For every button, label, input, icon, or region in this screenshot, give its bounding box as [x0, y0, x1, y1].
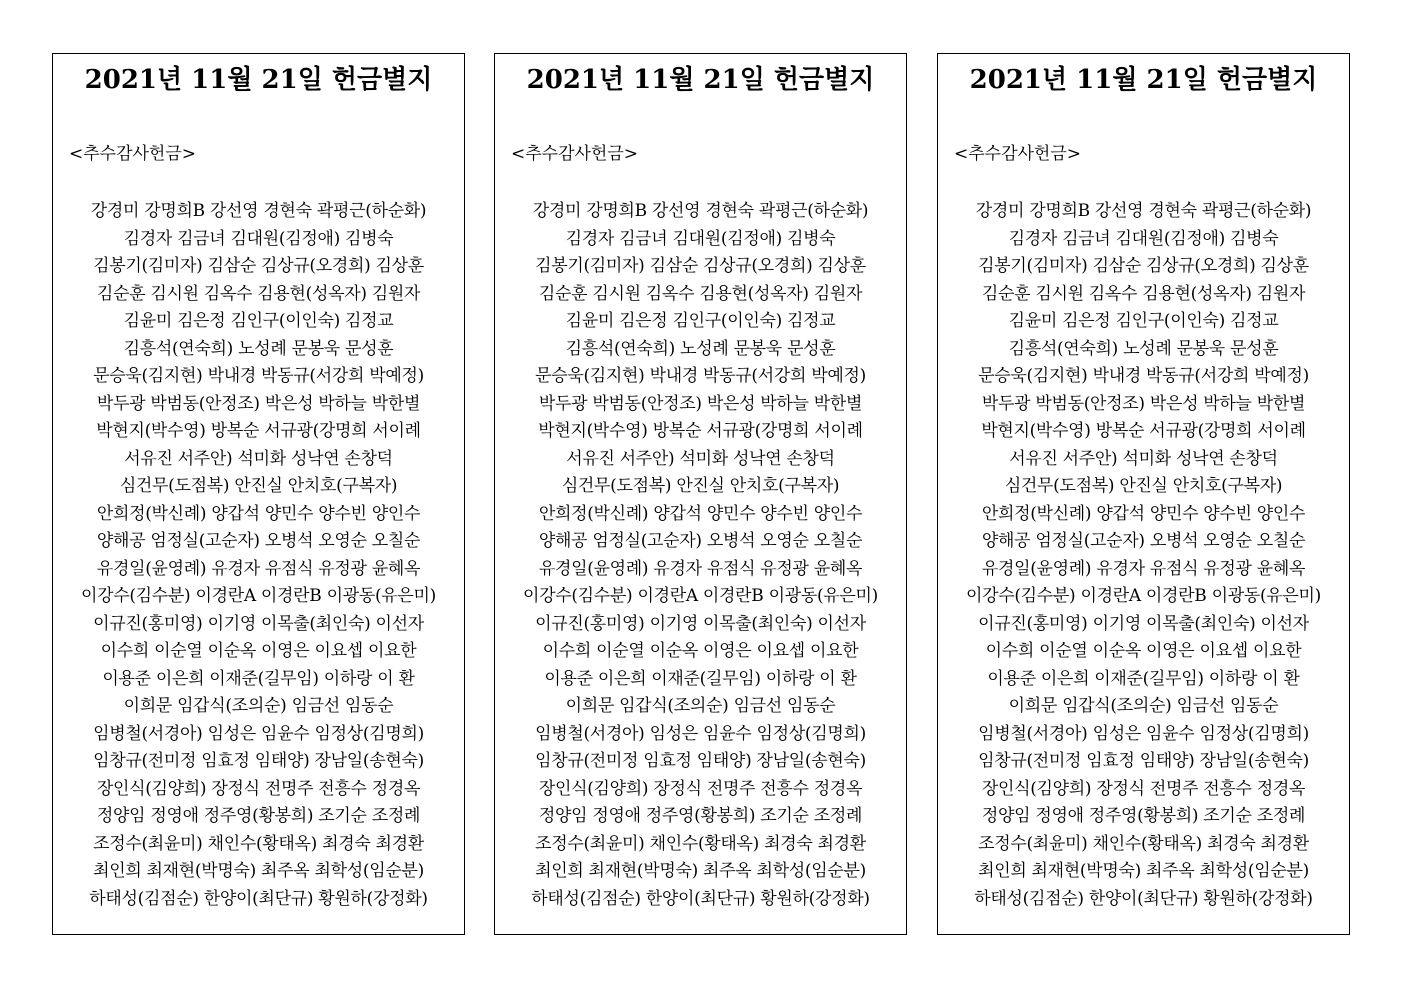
- donor-line: 정양임 정영애 정주영(황봉희) 조기순 조정례: [981, 806, 1306, 826]
- donor-line: 임창규(전미정 임효정 임태양) 장남일(송현숙): [978, 751, 1309, 771]
- donor-line: 이용준 이은희 이재준(길무임) 이하랑 이 환: [102, 668, 415, 689]
- donor-line: 임병철(서경아) 임성은 임윤수 임정상(김명희): [978, 723, 1309, 744]
- donor-line: 박현지(박수영) 방복순 서규광(강명희 서이례: [96, 421, 421, 441]
- section-label: <추수감사헌금>: [954, 144, 1082, 164]
- donor-line: 안희정(박신례) 양갑석 양민수 양수빈 양인수: [538, 503, 863, 524]
- donor-line: 조정수(최윤미) 채인수(황태옥) 최경숙 최경환: [978, 833, 1309, 854]
- donor-line: 최인희 최재현(박명숙) 최주옥 최학성(임순분): [978, 861, 1309, 881]
- donor-line: 이수희 이순열 이순옥 이영은 이요셉 이요한: [985, 641, 1302, 661]
- donor-name-list: [53, 198, 464, 913]
- donor-line: 유경일(윤영례) 유경자 유점식 유정광 윤혜옥: [96, 558, 421, 579]
- donor-name-list: [938, 198, 1349, 913]
- donor-line: 양해공 엄정실(고순자) 오병석 오영순 오칠순: [538, 531, 863, 551]
- panel-title: 2021년 11월 21일 헌금별지: [969, 65, 1318, 95]
- donor-line: 이강수(김수분) 이경란A 이경란B 이광동(유은미): [522, 586, 878, 606]
- donor-line: 강경미 강명희B 강선영 경현숙 곽평근(하순화): [532, 201, 869, 221]
- donor-line: 이용준 이은희 이재준(길무임) 이하랑 이 환: [544, 668, 857, 689]
- donor-line: 하태성(김점순) 한양이(최단규) 황원하(강정화): [531, 888, 870, 909]
- donor-line: 김봉기(김미자) 김삼순 김상규(오경희) 김상훈: [93, 256, 424, 276]
- donor-line: 문승욱(김지현) 박내경 박동규(서강희 박예정): [535, 366, 866, 386]
- donor-line: 김윤미 김은정 김인구(이인숙) 김정교: [565, 311, 836, 331]
- donor-line: 이규진(홍미영) 이기영 이목출(최인숙) 이선자: [93, 613, 424, 634]
- donor-line: 김경자 김금녀 김대원(김정애) 김병숙: [565, 228, 836, 249]
- donor-line: 최인희 최재현(박명숙) 최주옥 최학성(임순분): [535, 861, 866, 881]
- donor-line: 강경미 강명희B 강선영 경현숙 곽평근(하순화): [975, 201, 1312, 221]
- donor-line: 김봉기(김미자) 김삼순 김상규(오경희) 김상훈: [978, 256, 1309, 276]
- panel-title: 2021년 11월 21일 헌금별지: [84, 65, 433, 95]
- donor-line: 이수희 이순열 이순옥 이영은 이요셉 이요한: [542, 641, 859, 661]
- donor-line: 이희문 임갑식(조의순) 임금선 임동순: [565, 696, 836, 716]
- donor-line: 박현지(박수영) 방복순 서규광(강명희 서이례: [981, 421, 1306, 441]
- panel-title: 2021년 11월 21일 헌금별지: [526, 65, 875, 95]
- donor-line: 양해공 엄정실(고순자) 오병석 오영순 오칠순: [981, 531, 1306, 551]
- donor-line: 김흥석(연숙희) 노성례 문봉욱 문성훈: [123, 338, 394, 359]
- donor-line: 양해공 엄정실(고순자) 오병석 오영순 오칠순: [96, 531, 421, 551]
- donor-line: 심건무(도점복) 안진실 안치호(구복자): [119, 476, 398, 496]
- donor-name-list: [495, 198, 906, 913]
- donor-line: 심건무(도점복) 안진실 안치호(구복자): [1004, 476, 1283, 496]
- donor-line: 안희정(박신례) 양갑석 양민수 양수빈 양인수: [981, 503, 1306, 524]
- donor-line: 이수희 이순열 이순옥 이영은 이요셉 이요한: [100, 641, 417, 661]
- section-label: <추수감사헌금>: [511, 144, 639, 164]
- donor-line: 유경일(윤영례) 유경자 유점식 유정광 윤혜옥: [538, 558, 863, 579]
- donor-line: 김흥석(연숙희) 노성례 문봉욱 문성훈: [1008, 338, 1279, 359]
- donor-line: 임병철(서경아) 임성은 임윤수 임정상(김명희): [93, 723, 424, 744]
- donor-line: 김순훈 김시원 김옥수 김용현(성옥자) 김원자: [538, 283, 863, 304]
- donor-line: 이강수(김수분) 이경란A 이경란B 이광동(유은미): [80, 586, 436, 606]
- donor-line: 심건무(도점복) 안진실 안치호(구복자): [561, 476, 840, 496]
- donor-line: 최인희 최재현(박명숙) 최주옥 최학성(임순분): [93, 861, 424, 881]
- donor-line: 이규진(홍미영) 이기영 이목출(최인숙) 이선자: [535, 613, 866, 634]
- offering-panel-1: [52, 53, 465, 935]
- donor-line: 장인식(김양희) 장정식 전명주 전흥수 정경옥: [538, 778, 863, 799]
- section-label: <추수감사헌금>: [69, 144, 197, 164]
- donor-line: 이희문 임갑식(조의순) 임금선 임동순: [123, 696, 394, 716]
- donor-line: 안희정(박신례) 양갑석 양민수 양수빈 양인수: [96, 503, 421, 524]
- offering-panel-2: [494, 53, 907, 935]
- donor-line: 박현지(박수영) 방복순 서규광(강명희 서이례: [538, 421, 863, 441]
- donor-line: 김경자 김금녀 김대원(김정애) 김병숙: [123, 228, 394, 249]
- donor-line: 정양임 정영애 정주영(황봉희) 조기순 조정례: [96, 806, 421, 826]
- donor-line: 임병철(서경아) 임성은 임윤수 임정상(김명희): [535, 723, 866, 744]
- donor-line: 조정수(최윤미) 채인수(황태옥) 최경숙 최경환: [535, 833, 866, 854]
- donor-line: 문승욱(김지현) 박내경 박동규(서강희 박예정): [93, 366, 424, 386]
- donor-line: 김윤미 김은정 김인구(이인숙) 김정교: [1008, 311, 1279, 331]
- donor-line: 강경미 강명희B 강선영 경현숙 곽평근(하순화): [90, 201, 427, 221]
- donor-line: 김봉기(김미자) 김삼순 김상규(오경희) 김상훈: [535, 256, 866, 276]
- donor-line: 서유진 서주안) 석미화 성낙연 손창덕: [1009, 448, 1278, 469]
- donor-line: 하태성(김점순) 한양이(최단규) 황원하(강정화): [89, 888, 428, 909]
- offering-panel-3: [937, 53, 1350, 935]
- donor-line: 박두광 박범동(안정조) 박은성 박하늘 박한별: [981, 393, 1306, 414]
- donor-line: 정양임 정영애 정주영(황봉희) 조기순 조정례: [538, 806, 863, 826]
- donor-line: 박두광 박범동(안정조) 박은성 박하늘 박한별: [96, 393, 421, 414]
- donor-line: 이용준 이은희 이재준(길무임) 이하랑 이 환: [987, 668, 1300, 689]
- donor-line: 김순훈 김시원 김옥수 김용현(성옥자) 김원자: [96, 283, 421, 304]
- donor-line: 이규진(홍미영) 이기영 이목출(최인숙) 이선자: [978, 613, 1309, 634]
- donor-line: 장인식(김양희) 장정식 전명주 전흥수 정경옥: [981, 778, 1306, 799]
- donor-line: 서유진 서주안) 석미화 성낙연 손창덕: [566, 448, 835, 469]
- donor-line: 김윤미 김은정 김인구(이인숙) 김정교: [123, 311, 394, 331]
- donor-line: 유경일(윤영례) 유경자 유점식 유정광 윤혜옥: [981, 558, 1306, 579]
- donor-line: 임창규(전미정 임효정 임태양) 장남일(송현숙): [93, 751, 424, 771]
- donor-line: 임창규(전미정 임효정 임태양) 장남일(송현숙): [535, 751, 866, 771]
- donor-line: 이강수(김수분) 이경란A 이경란B 이광동(유은미): [965, 586, 1321, 606]
- donor-line: 이희문 임갑식(조의순) 임금선 임동순: [1008, 696, 1279, 716]
- donor-line: 김경자 김금녀 김대원(김정애) 김병숙: [1008, 228, 1279, 249]
- donor-line: 문승욱(김지현) 박내경 박동규(서강희 박예정): [978, 366, 1309, 386]
- donor-line: 김흥석(연숙희) 노성례 문봉욱 문성훈: [565, 338, 836, 359]
- donor-line: 하태성(김점순) 한양이(최단규) 황원하(강정화): [974, 888, 1313, 909]
- donor-line: 장인식(김양희) 장정식 전명주 전흥수 정경옥: [96, 778, 421, 799]
- donor-line: 박두광 박범동(안정조) 박은성 박하늘 박한별: [538, 393, 863, 414]
- donor-line: 서유진 서주안) 석미화 성낙연 손창덕: [124, 448, 393, 469]
- donor-line: 조정수(최윤미) 채인수(황태옥) 최경숙 최경환: [93, 833, 424, 854]
- donor-line: 김순훈 김시원 김옥수 김용현(성옥자) 김원자: [981, 283, 1306, 304]
